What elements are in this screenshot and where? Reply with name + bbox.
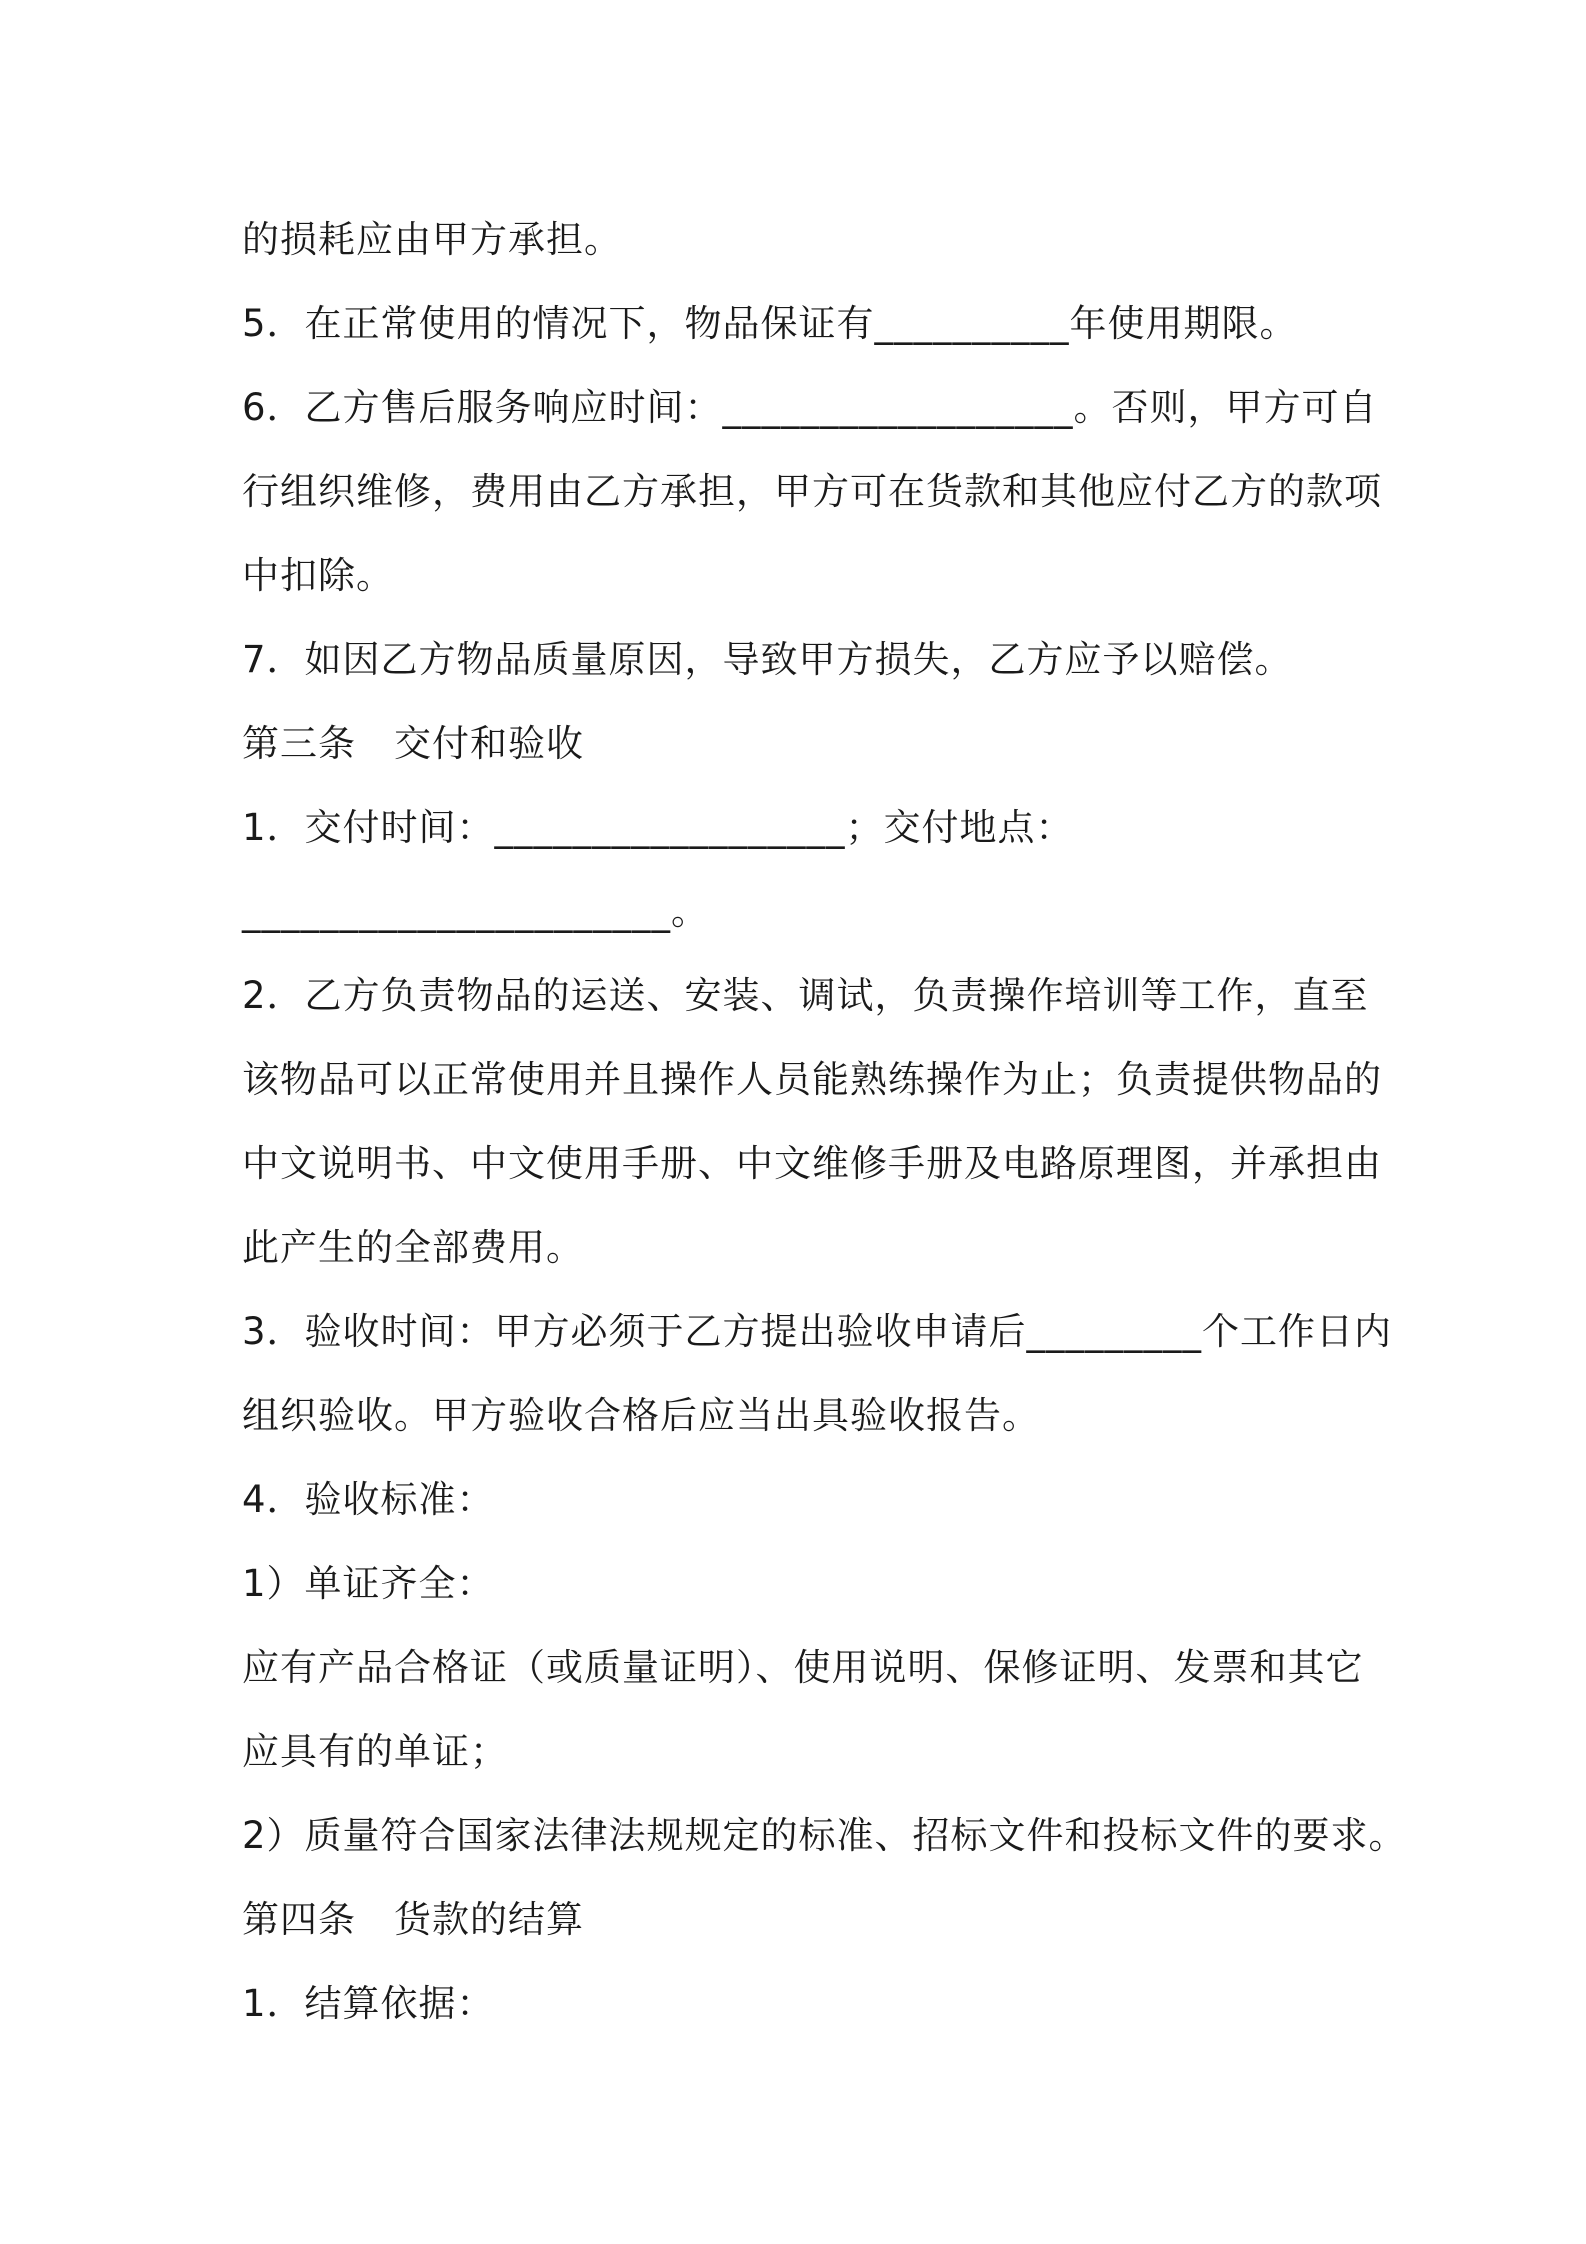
text-line: ______________________。: [242, 890, 709, 933]
text-line: 7．如因乙方物品质量原因，导致甲方损失，乙方应予以赔偿。: [242, 638, 1293, 681]
section-heading: 第四条 货款的结算: [242, 1898, 584, 1941]
text-line: 3．验收时间：甲方必须于乙方提出验收申请后_________个工作日内: [242, 1310, 1393, 1353]
text-line: 2）质量符合国家法律法规规定的标准、招标文件和投标文件的要求。: [242, 1814, 1407, 1857]
text-line: 该物品可以正常使用并且操作人员能熟练操作为止；负责提供物品的: [242, 1058, 1382, 1101]
text-line: 的损耗应由甲方承担。: [242, 218, 622, 261]
text-line: 5．在正常使用的情况下，物品保证有__________年使用期限。: [242, 302, 1298, 345]
text-line: 应具有的单证；: [242, 1730, 508, 1773]
text-line: 中文说明书、中文使用手册、中文维修手册及电路原理图，并承担由: [242, 1142, 1382, 1185]
text-line: 中扣除。: [242, 554, 394, 597]
text-line: 此产生的全部费用。: [242, 1226, 584, 1269]
text-line: 1）单证齐全：: [242, 1562, 495, 1605]
document-body: [242, 198, 1407, 2046]
text-line: 2．乙方负责物品的运送、安装、调试，负责操作培训等工作，直至: [242, 974, 1369, 1017]
text-line: 1．交付时间：__________________；交付地点：: [242, 806, 1074, 849]
text-line: 组织验收。甲方验收合格后应当出具验收报告。: [242, 1394, 1040, 1437]
text-line: 1．结算依据：: [242, 1982, 495, 2025]
text-line: 应有产品合格证（或质量证明）、使用说明、保修证明、发票和其它: [242, 1646, 1364, 1689]
text-line: 6．乙方售后服务响应时间：__________________。否则，甲方可自: [242, 386, 1378, 429]
text-line: 4．验收标准：: [242, 1478, 495, 1521]
text-line: 行组织维修，费用由乙方承担，甲方可在货款和其他应付乙方的款项: [242, 470, 1382, 513]
section-heading: 第三条 交付和验收: [242, 722, 584, 765]
